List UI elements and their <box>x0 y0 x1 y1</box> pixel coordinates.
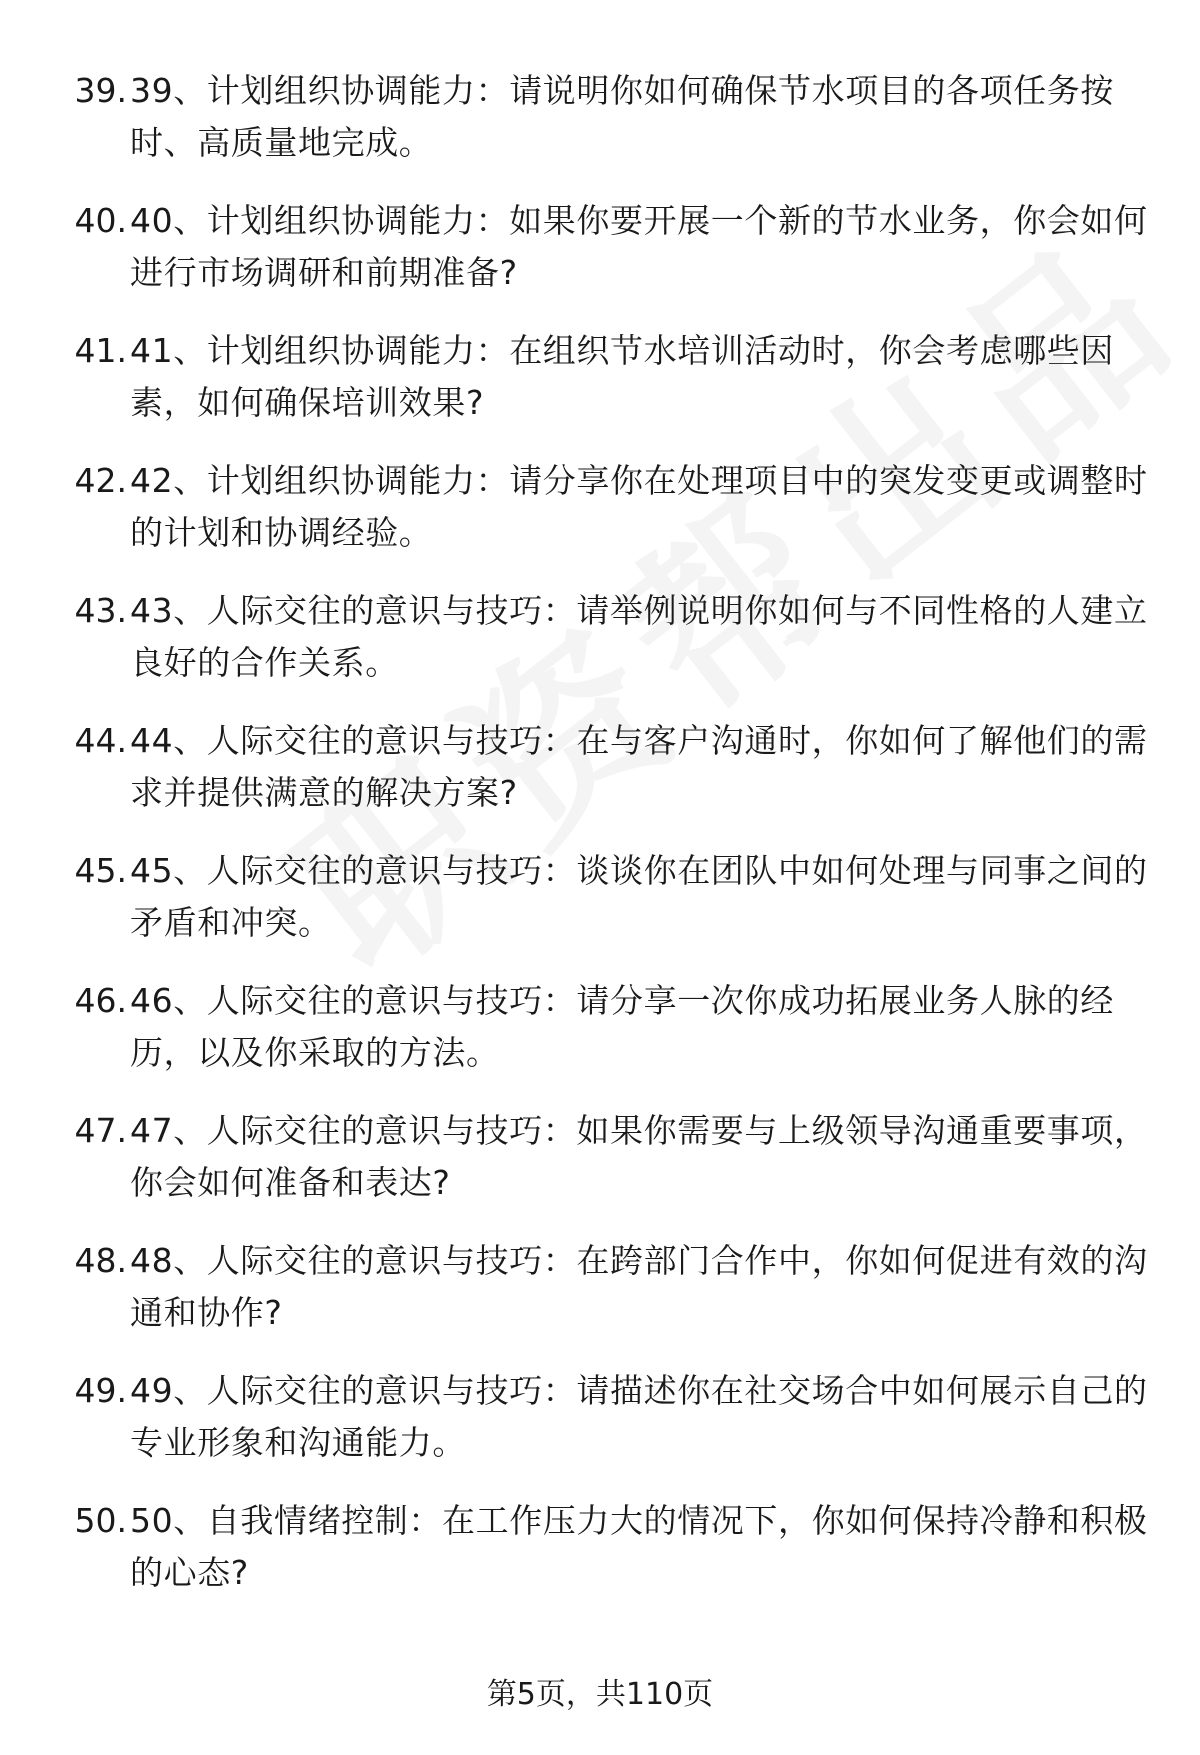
page-footer: 第5页，共110页 <box>486 1677 714 1712</box>
item-text: 40、计划组织协调能力：如果你要开展一个新的节水业务，你会如何进行市场调研和前期准备? <box>130 201 1148 292</box>
item-number: 41. <box>74 331 127 370</box>
list-item <box>0 445 1200 575</box>
item-number: 40. <box>74 201 127 240</box>
item-number: 44. <box>74 721 127 760</box>
item-number: 49. <box>74 1371 127 1410</box>
item-number: 45. <box>74 851 127 890</box>
item-text: 48、人际交往的意识与技巧：在跨部门合作中，你如何促进有效的沟通和协作? <box>130 1241 1148 1332</box>
list-item <box>0 1095 1200 1225</box>
list-item <box>0 55 1200 185</box>
item-number: 43. <box>74 591 127 630</box>
item-number: 47. <box>74 1111 127 1150</box>
item-number: 48. <box>74 1241 127 1280</box>
list-item <box>0 185 1200 315</box>
list-item <box>0 965 1200 1095</box>
item-text: 42、计划组织协调能力：请分享你在处理项目中的突发变更或调整时的计划和协调经验。 <box>130 461 1148 552</box>
list-item <box>0 575 1200 705</box>
list-item <box>0 835 1200 965</box>
item-text: 39、计划组织协调能力：请说明你如何确保节水项目的各项任务按时、高质量地完成。 <box>130 71 1114 162</box>
question-list <box>0 55 1200 1615</box>
item-text: 46、人际交往的意识与技巧：请分享一次你成功拓展业务人脉的经历，以及你采取的方法。 <box>130 981 1114 1072</box>
list-item <box>0 1485 1200 1615</box>
item-text: 49、人际交往的意识与技巧：请描述你在社交场合中如何展示自己的专业形象和沟通能力。 <box>130 1371 1148 1462</box>
item-text: 44、人际交往的意识与技巧：在与客户沟通时，你如何了解他们的需求并提供满意的解决方案? <box>130 721 1148 812</box>
item-text: 45、人际交往的意识与技巧：谈谈你在团队中如何处理与同事之间的矛盾和冲突。 <box>130 851 1148 942</box>
item-number: 46. <box>74 981 127 1020</box>
list-item <box>0 315 1200 445</box>
item-number: 39. <box>74 71 127 110</box>
item-text: 47、人际交往的意识与技巧：如果你需要与上级领导沟通重要事项，你会如何准备和表达? <box>130 1111 1148 1202</box>
list-item <box>0 705 1200 835</box>
item-text: 50、自我情绪控制：在工作压力大的情况下，你如何保持冷静和积极的心态? <box>130 1501 1148 1592</box>
list-item <box>0 1355 1200 1485</box>
item-text: 43、人际交往的意识与技巧：请举例说明你如何与不同性格的人建立良好的合作关系。 <box>130 591 1148 682</box>
item-number: 50. <box>74 1501 127 1540</box>
list-item <box>0 1225 1200 1355</box>
item-number: 42. <box>74 461 127 500</box>
item-text: 41、计划组织协调能力：在组织节水培训活动时，你会考虑哪些因素，如何确保培训效果? <box>130 331 1114 422</box>
